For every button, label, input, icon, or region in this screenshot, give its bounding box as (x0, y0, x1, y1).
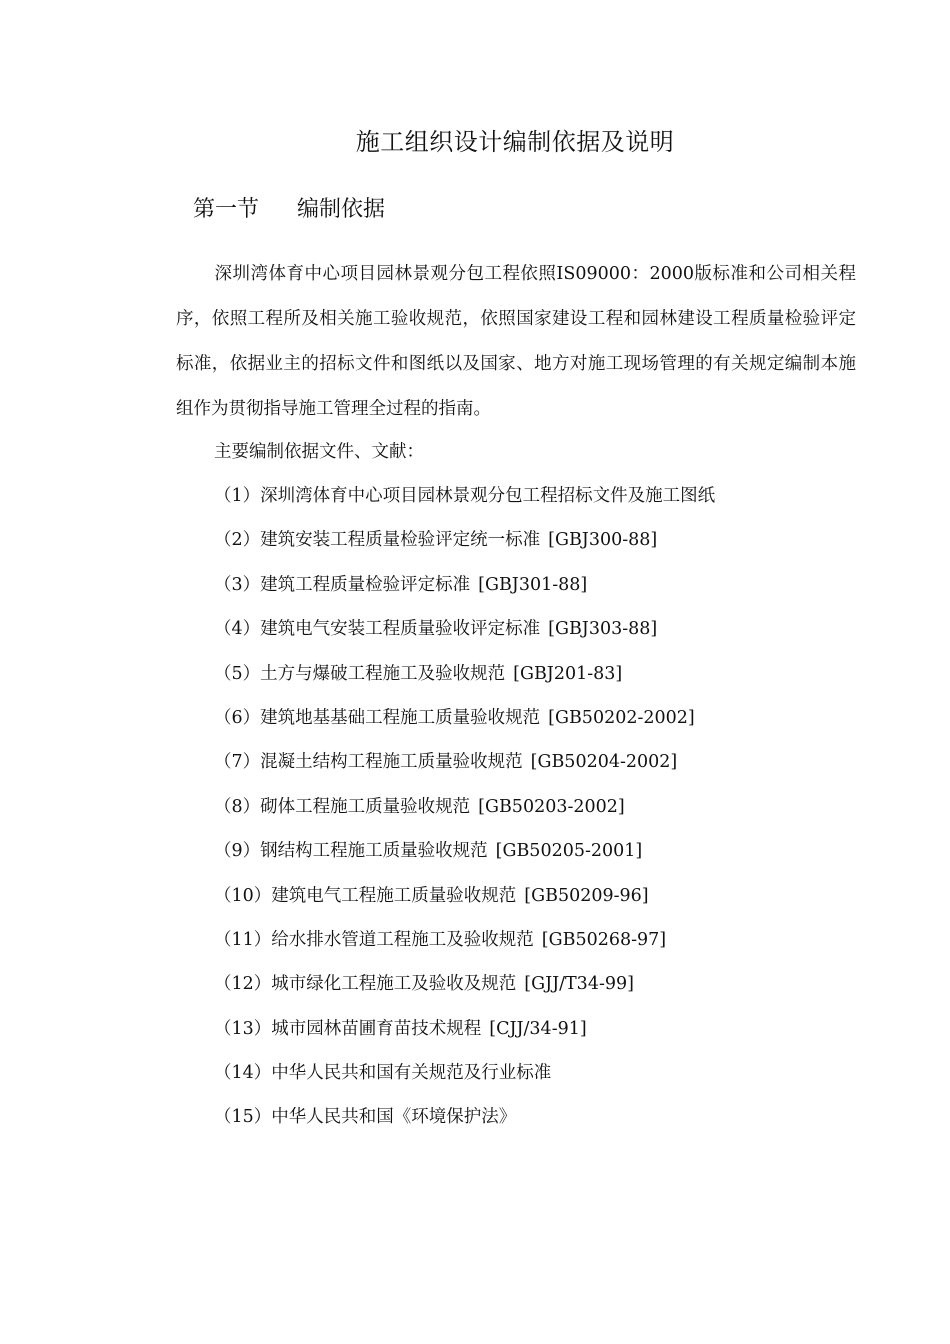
reference-code: [GB50205-2001] (495, 841, 643, 862)
reference-title: （3）建筑工程质量检验评定标准 (214, 574, 471, 595)
reference-code: [GBJ201-83] (513, 663, 623, 684)
reference-title: （10）建筑电气工程施工质量验收规范 (214, 885, 517, 906)
reference-item (214, 607, 715, 651)
reference-title: （4）建筑电气安装工程质量验收评定标准 (214, 619, 541, 640)
reference-title: （1）深圳湾体育中心项目园林景观分包工程招标文件及施工图纸 (214, 486, 716, 506)
reference-code: [GBJ301-88] (478, 574, 588, 595)
section-number: 第一节 (193, 197, 260, 222)
reference-title: （2）建筑安装工程质量检验评定统一标准 (214, 530, 541, 551)
reference-code: [GJJ/T34-99] (524, 974, 634, 995)
reference-item (214, 652, 715, 696)
reference-item (214, 1007, 715, 1051)
reference-code: [GB50202-2002] (548, 707, 695, 728)
reference-item (214, 785, 715, 829)
reference-title: （14）中华人民共和国有关规范及行业标准 (214, 1063, 552, 1084)
reference-title: （11）给水排水管道工程施工及验收规范 (214, 929, 534, 950)
reference-title: （15）中华人民共和国《环境保护法》 (214, 1107, 517, 1128)
reference-title: （6）建筑地基基础工程施工质量验收规范 (214, 707, 541, 728)
reference-item (214, 918, 715, 962)
reference-item (214, 696, 715, 740)
reference-list (214, 474, 715, 1140)
reference-code: [GB50268-97] (541, 929, 667, 950)
reference-item (214, 1051, 715, 1095)
reference-item (214, 962, 715, 1006)
section-title: 编制依据 (297, 197, 386, 222)
reference-title: （8）砌体工程施工质量验收规范 (214, 796, 471, 817)
reference-item (214, 874, 715, 918)
page-title: 施工组织设计编制依据及说明 (355, 128, 675, 156)
reference-code: [GBJ300-88] (548, 530, 658, 551)
reference-code: [GB50209-96] (524, 885, 649, 906)
reference-item (214, 740, 715, 784)
reference-code: [GBJ303-88] (548, 619, 658, 640)
reference-title: （7）混凝土结构工程施工质量验收规范 (214, 752, 523, 773)
reference-item (214, 829, 715, 873)
paragraph-text: 深圳湾体育中心项目园林景观分包工程依照IS09000：2000版标准和公司相关程序，依照工程所及相关施工验收规范，依照国家建设工程和园林建设工程质量检验评定标准，依据业主的招标文件和图纸以及国家、地方对施工现场管理的有关规定编制本施组作为贯彻指导施工管理全过程的指南。 (176, 264, 856, 419)
reference-title: （5）土方与爆破工程施工及验收规范 (214, 663, 506, 684)
reference-code: [GB50203-2002] (478, 796, 625, 817)
reference-title: （13）城市园林苗圃育苗技术规程 (214, 1018, 482, 1039)
reference-item (214, 563, 715, 607)
reference-item (214, 474, 715, 518)
reference-code: [CJJ/34-91] (489, 1018, 587, 1039)
reference-item (214, 1095, 715, 1139)
body-paragraph (176, 252, 856, 432)
references-intro: 主要编制依据文件、文献： (214, 442, 424, 462)
reference-title: （12）城市绿化工程施工及验收及规范 (214, 974, 517, 995)
reference-item (214, 518, 715, 562)
reference-title: （9）钢结构工程施工质量验收规范 (214, 841, 488, 862)
section-heading (193, 192, 385, 223)
reference-code: [GB50204-2002] (530, 752, 678, 773)
